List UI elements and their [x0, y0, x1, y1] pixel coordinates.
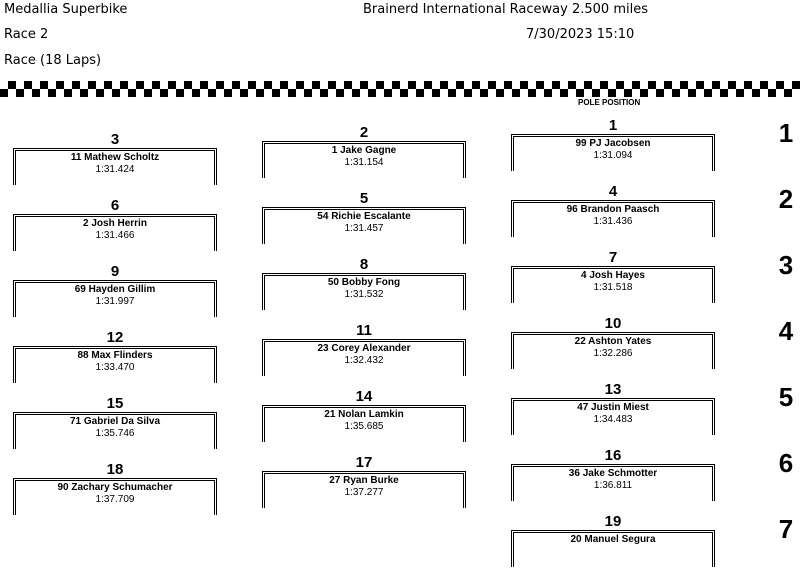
qualifying-time: 1:33.470 [95, 362, 135, 373]
grid-box [511, 134, 715, 171]
grid-slot-7 [511, 250, 715, 303]
rider-name: 2 Josh Herrin [83, 218, 147, 229]
grid-slot-4 [511, 184, 715, 237]
grid-position: 15 [106, 395, 124, 412]
grid-position: 6 [110, 197, 120, 214]
qualifying-time: 1:31.518 [593, 282, 633, 293]
grid-slot-10 [511, 316, 715, 369]
grid-box [262, 339, 466, 376]
rider-name: 23 Corey Alexander [317, 343, 411, 354]
grid-slot-1 [511, 118, 715, 171]
grid-box [13, 214, 217, 251]
qualifying-time: 1:31.436 [593, 216, 633, 227]
grid-box [511, 464, 715, 501]
grid-position: 4 [608, 183, 618, 200]
qualifying-time: 1:31.154 [344, 157, 384, 168]
grid-slot-18 [13, 462, 217, 515]
rider-name: 11 Mathew Scholtz [70, 152, 160, 163]
rider-name: 22 Ashton Yates [574, 336, 652, 347]
venue-title: Brainerd International Raceway 2.500 miles [363, 2, 648, 17]
race-name: Race 2 [4, 27, 49, 42]
row-number-1: 1 [778, 118, 794, 148]
grid-slot-15 [13, 396, 217, 449]
rider-name: 54 Richie Escalante [317, 211, 411, 222]
grid-position: 12 [106, 329, 124, 346]
grid-box [13, 280, 217, 317]
grid-box [262, 273, 466, 310]
grid-box [511, 530, 715, 567]
grid-box [262, 141, 466, 178]
rider-name: 90 Zachary Schumacher [57, 482, 173, 493]
row-number-6: 6 [778, 448, 794, 478]
qualifying-time: 1:34.483 [593, 414, 633, 425]
grid-position: 16 [604, 447, 622, 464]
grid-box [511, 398, 715, 435]
qualifying-time: 1:37.277 [344, 487, 384, 498]
row-number-5: 5 [778, 382, 794, 412]
grid-slot-11 [262, 323, 466, 376]
grid-slot-19 [511, 514, 715, 567]
qualifying-time: 1:37.709 [95, 494, 135, 505]
grid-position: 3 [110, 131, 120, 148]
pole-position-label: POLE POSITION [578, 98, 641, 107]
grid-slot-6 [13, 198, 217, 251]
grid-position: 14 [355, 388, 373, 405]
grid-box [262, 405, 466, 442]
race-datetime: 7/30/2023 15:10 [526, 27, 635, 42]
grid-position: 19 [604, 513, 622, 530]
grid-slot-12 [13, 330, 217, 383]
grid-box [13, 346, 217, 383]
race-detail: Race (18 Laps) [4, 53, 102, 68]
row-number-4: 4 [778, 316, 794, 346]
qualifying-time: 1:32.432 [344, 355, 384, 366]
qualifying-time: 1:31.997 [95, 296, 135, 307]
grid-position: 7 [608, 249, 618, 266]
grid-position: 10 [604, 315, 622, 332]
qualifying-time: 1:31.457 [344, 223, 384, 234]
rider-name: 96 Brandon Paasch [566, 204, 660, 215]
rider-name: 69 Hayden Gillim [74, 284, 156, 295]
row-number-2: 2 [778, 184, 794, 214]
series-title: Medallia Superbike [4, 2, 128, 17]
grid-slot-5 [262, 191, 466, 244]
grid-box [262, 471, 466, 508]
grid-position: 2 [359, 124, 369, 141]
grid-box [13, 478, 217, 515]
grid-slot-2 [262, 125, 466, 178]
grid-slot-16 [511, 448, 715, 501]
grid-position: 11 [356, 322, 372, 339]
grid-box [511, 200, 715, 237]
grid-position: 18 [106, 461, 124, 478]
rider-name: 99 PJ Jacobsen [575, 138, 651, 149]
grid-position: 5 [359, 190, 369, 207]
grid-box [511, 332, 715, 369]
grid-box [262, 207, 466, 244]
grid-slot-3 [13, 132, 217, 185]
rider-name: 71 Gabriel Da Silva [69, 416, 161, 427]
rider-name: 50 Bobby Fong [327, 277, 401, 288]
rider-name: 4 Josh Hayes [581, 270, 645, 281]
grid-slot-9 [13, 264, 217, 317]
grid-box [13, 412, 217, 449]
grid-box [13, 148, 217, 185]
grid-slot-17 [262, 455, 466, 508]
grid-slot-14 [262, 389, 466, 442]
grid-position: 13 [604, 381, 622, 398]
grid-slot-8 [262, 257, 466, 310]
row-number-3: 3 [778, 250, 794, 280]
rider-name: 27 Ryan Burke [329, 475, 399, 486]
grid-slot-13 [511, 382, 715, 435]
qualifying-time: 1:31.424 [95, 164, 135, 175]
rider-name: 1 Jake Gagne [331, 145, 397, 156]
qualifying-time: 1:36.811 [593, 480, 633, 491]
qualifying-time: 1:32.286 [593, 348, 633, 359]
grid-position: 17 [355, 454, 373, 471]
checkered-flag-banner [0, 81, 800, 97]
qualifying-time: 1:31.094 [593, 150, 633, 161]
grid-box [511, 266, 715, 303]
grid-position: 9 [110, 263, 120, 280]
rider-name: 20 Manuel Segura [570, 534, 656, 545]
row-number-7: 7 [778, 514, 794, 544]
rider-name: 36 Jake Schmotter [568, 468, 658, 479]
qualifying-time: 1:31.532 [344, 289, 384, 300]
grid-position: 8 [359, 256, 369, 273]
rider-name: 47 Justin Miest [577, 402, 649, 413]
grid-position: 1 [608, 117, 618, 134]
qualifying-time: 1:35.685 [344, 421, 384, 432]
rider-name: 88 Max Flinders [77, 350, 153, 361]
qualifying-time: 1:31.466 [95, 230, 135, 241]
rider-name: 21 Nolan Lamkin [324, 409, 404, 420]
qualifying-time: 1:35.746 [95, 428, 135, 439]
